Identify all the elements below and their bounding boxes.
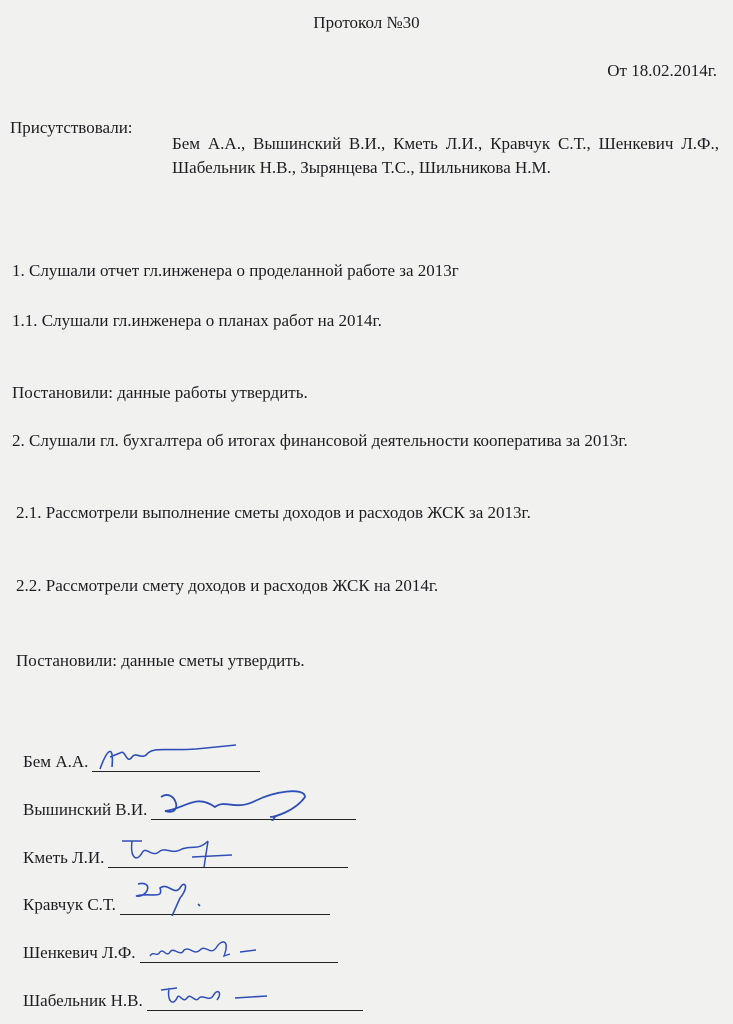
signature-line [147,994,363,1011]
agenda-item-1: 1. Слушали отчет гл.инженера о проделанной работе за 2013г [12,261,459,280]
handwritten-signature-icon [96,743,256,773]
agenda-item-2: 2. Слушали гл. бухгалтера об итогах финансовой деятельности кооператива за 2013г. [12,431,628,450]
signature-line [92,755,260,772]
signature-row [23,895,330,915]
document-date: От 18.02.2014г. [607,61,717,80]
agenda-item-1-1: 1.1. Слушали гл.инженера о планах работ на 2014г. [12,311,382,330]
signatory-name: Кметь Л.И. [23,848,105,867]
signature-line [140,946,338,963]
handwritten-signature-icon [155,787,355,821]
signature-row [23,752,260,772]
signature-line [151,803,356,820]
signature-line [120,898,330,915]
signature-row [23,943,338,963]
resolution-1: Постановили: данные работы утвердить. [12,383,308,402]
handwritten-signature-icon [124,878,244,916]
signatory-name: Вышинский В.И. [23,800,148,819]
present-label: Присутствовали: [10,118,133,137]
agenda-item-2-2: 2.2. Рассмотрели смету доходов и расходов ЖСК на 2014г. [16,576,439,595]
signature-row [23,991,363,1011]
agenda-item-2-1: 2.1. Рассмотрели выполнение сметы доходов и расходов ЖСК за 2013г. [16,503,531,522]
signatory-name: Бем А.А. [23,752,89,771]
handwritten-signature-icon [151,984,301,1012]
handwritten-signature-icon [144,936,294,964]
signatory-name: Шенкевич Л.Ф. [23,943,136,962]
resolution-2: Постановили: данные сметы утвердить. [16,651,305,670]
signature-row [23,800,356,820]
document-title: Протокол №30 [313,13,420,32]
signatory-name: Кравчук С.Т. [23,895,116,914]
signatory-name: Шабельник Н.В. [23,991,143,1010]
present-names: Бем А.А., Вышинский В.И., Кметь Л.И., Кравчук С.Т., Шенкевич Л.Ф., Шабельник Н.В., Зырянцева Т.С., Шильникова Н.М. [172,134,719,177]
signature-line [108,851,348,868]
signature-row [23,848,348,868]
handwritten-signature-icon [112,837,272,869]
